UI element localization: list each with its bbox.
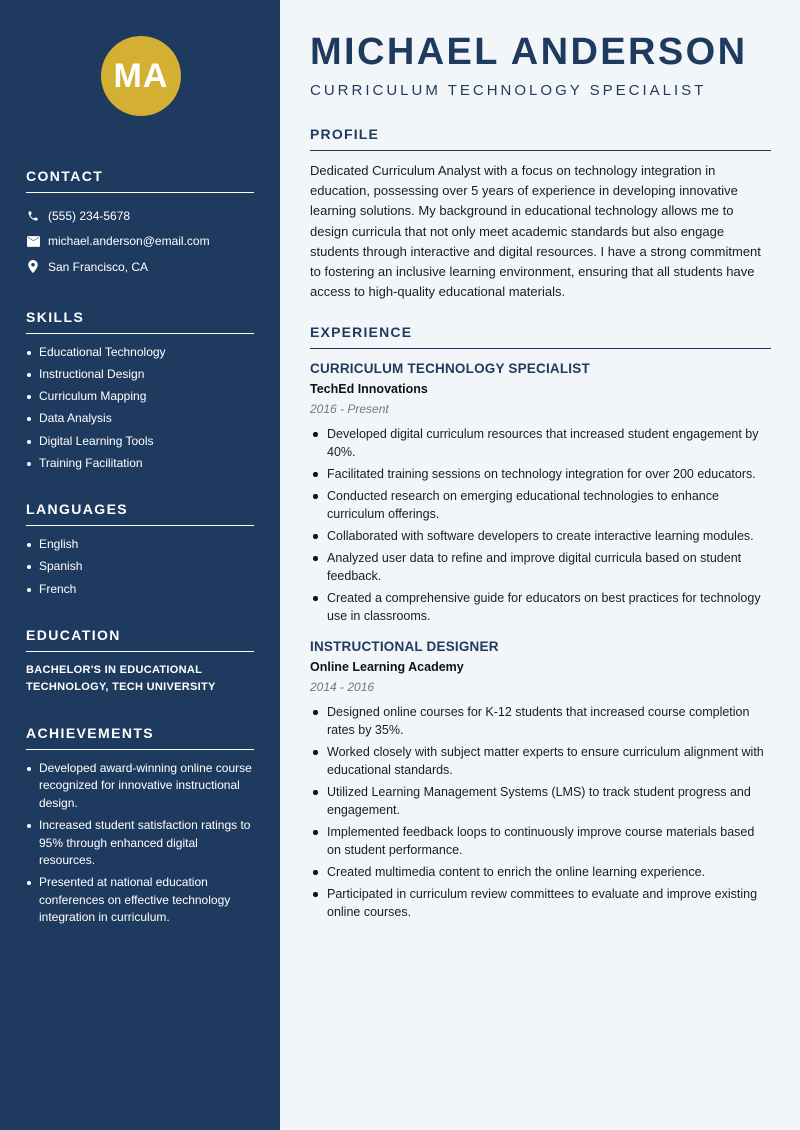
language-item: English bbox=[26, 536, 254, 553]
company-name: TechEd Innovations bbox=[310, 382, 428, 397]
contact-heading: CONTACT bbox=[26, 168, 254, 193]
profile-text: Dedicated Curriculum Analyst with a focus on technology integration in education, possessing over 5 years of experience in developing innovative learning solutions. My background in educational technology allows me to design curricula that not only meet academic standards but also engage students through interactive and digital resources. I have a strong commitment to fostering an inclusive learning environment, ensuring that all students have access to high-quality educational materials. bbox=[310, 163, 761, 300]
location-pin-icon bbox=[26, 260, 40, 274]
skill-item: Training Facilitation bbox=[26, 455, 254, 472]
education-section bbox=[26, 627, 254, 696]
company-name: Online Learning Academy bbox=[310, 660, 464, 675]
skills-section bbox=[26, 309, 254, 472]
candidate-name: MICHAEL ANDERSON bbox=[310, 31, 748, 73]
profile-section bbox=[310, 126, 771, 302]
job-bullet: Worked closely with subject matter experts to ensure curriculum alignment with educational standards. bbox=[310, 743, 771, 779]
job-bullet: Designed online courses for K-12 students that increased course completion rates by 35%. bbox=[310, 703, 771, 739]
job-bullet: Facilitated training sessions on technology integration for over 200 educators. bbox=[310, 465, 771, 483]
skill-item: Digital Learning Tools bbox=[26, 433, 254, 450]
skills-heading: SKILLS bbox=[26, 309, 254, 334]
job-entry bbox=[310, 361, 771, 625]
job-title: INSTRUCTIONAL DESIGNER bbox=[310, 639, 499, 655]
job-bullet: Analyzed user data to refine and improve digital curricula based on student feedback. bbox=[310, 549, 771, 585]
skills-list bbox=[26, 344, 254, 472]
languages-list bbox=[26, 536, 254, 598]
contact-email bbox=[26, 229, 254, 255]
achievement-item: Developed award-winning online course recognized for innovative instructional design. bbox=[26, 760, 254, 812]
languages-heading: LANGUAGES bbox=[26, 501, 254, 526]
skill-item: Instructional Design bbox=[26, 366, 254, 383]
job-dates: 2016 - Present bbox=[310, 402, 389, 417]
avatar bbox=[101, 36, 181, 116]
job-bullets bbox=[310, 703, 771, 921]
phone-text: (555) 234-5678 bbox=[48, 208, 131, 223]
education-heading: EDUCATION bbox=[26, 627, 254, 652]
job-bullet: Participated in curriculum review committees to evaluate and improve existing online courses. bbox=[310, 885, 771, 921]
job-bullet: Collaborated with software developers to create interactive learning modules. bbox=[310, 527, 771, 545]
achievement-item: Presented at national education conferences on effective technology integration in curriculum. bbox=[26, 874, 254, 926]
contact-phone bbox=[26, 203, 254, 229]
language-item: Spanish bbox=[26, 558, 254, 575]
job-bullet: Created multimedia content to enrich the online learning experience. bbox=[310, 863, 771, 881]
phone-icon bbox=[26, 209, 40, 223]
language-item: French bbox=[26, 581, 254, 598]
skill-item: Educational Technology bbox=[26, 344, 254, 361]
sidebar bbox=[0, 0, 280, 1130]
skill-item: Curriculum Mapping bbox=[26, 388, 254, 405]
experience-heading: EXPERIENCE bbox=[310, 324, 771, 349]
email-icon bbox=[26, 234, 40, 248]
achievements-section bbox=[26, 725, 254, 927]
job-bullet: Conducted research on emerging educational technologies to enhance curriculum offerings. bbox=[310, 487, 771, 523]
profile-heading: PROFILE bbox=[310, 126, 771, 151]
skill-item: Data Analysis bbox=[26, 410, 254, 427]
email-text: michael.anderson@email.com bbox=[48, 234, 210, 249]
contact-section bbox=[26, 168, 254, 280]
job-bullet: Developed digital curriculum resources that increased student engagement by 40%. bbox=[310, 425, 771, 461]
achievement-item: Increased student satisfaction ratings to 95% through enhanced digital resources. bbox=[26, 817, 254, 869]
job-dates: 2014 - 2016 bbox=[310, 680, 375, 695]
education-degree: BACHELOR'S IN EDUCATIONAL TECHNOLOGY, TECH UNIVERSITY bbox=[26, 664, 216, 694]
experience-section bbox=[310, 324, 771, 921]
candidate-title: CURRICULUM TECHNOLOGY SPECIALIST bbox=[310, 82, 707, 99]
job-bullets bbox=[310, 425, 771, 625]
achievements-heading: ACHIEVEMENTS bbox=[26, 725, 254, 750]
job-bullet: Implemented feedback loops to continuously improve course materials based on student performance. bbox=[310, 823, 771, 859]
job-title: CURRICULUM TECHNOLOGY SPECIALIST bbox=[310, 361, 590, 377]
contact-location bbox=[26, 254, 254, 280]
location-text: San Francisco, CA bbox=[48, 259, 149, 274]
job-bullet: Utilized Learning Management Systems (LMS) to track student progress and engagement. bbox=[310, 783, 771, 819]
avatar-initials: MA bbox=[113, 56, 169, 95]
languages-section bbox=[26, 501, 254, 598]
achievements-list bbox=[26, 760, 254, 927]
main-content bbox=[280, 0, 800, 1130]
job-entry bbox=[310, 639, 771, 921]
job-bullet: Created a comprehensive guide for educators on best practices for technology use in classrooms. bbox=[310, 589, 771, 625]
